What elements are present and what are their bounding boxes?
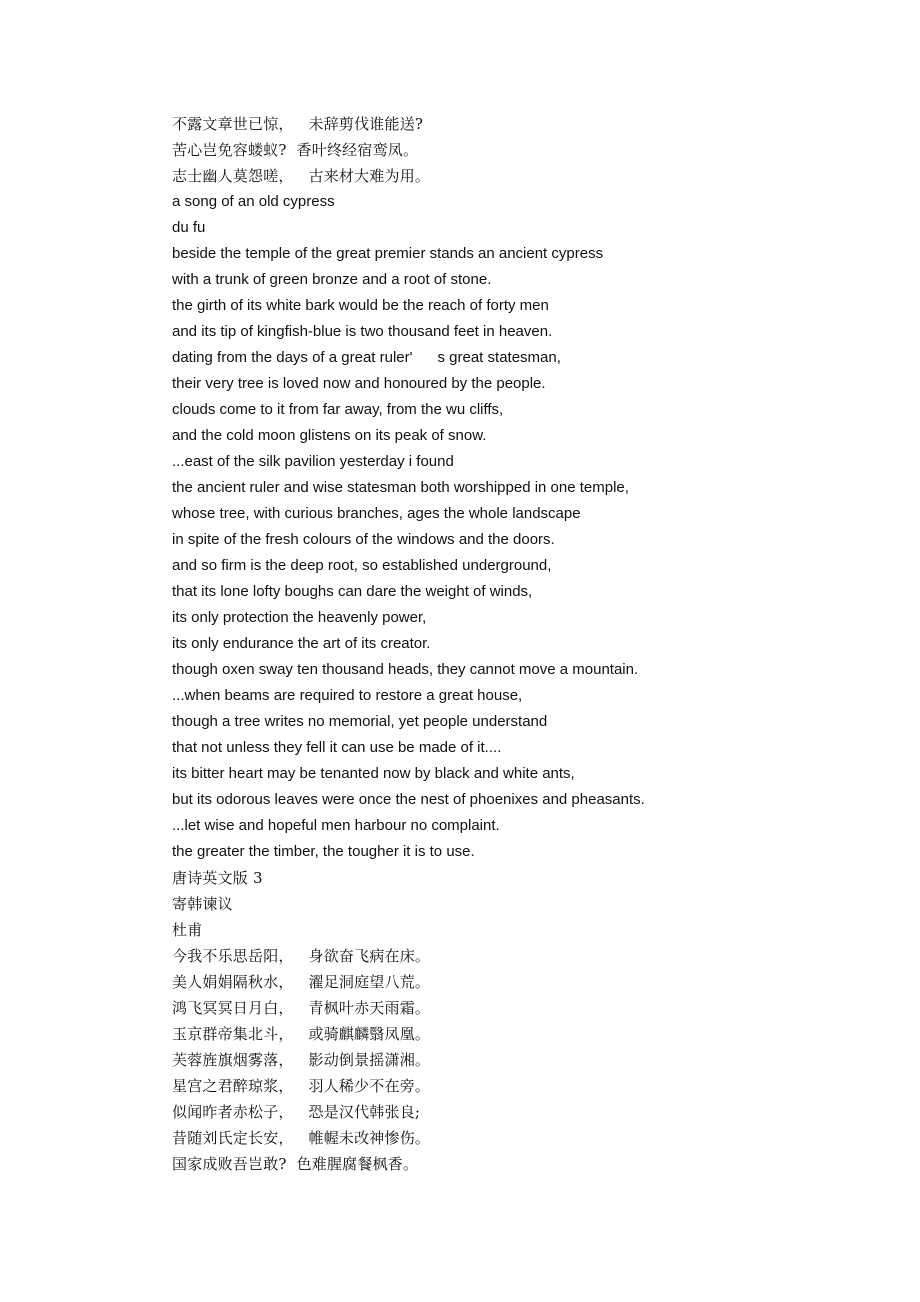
text-line: 昔随刘氏定长安， 帷幄未改神惨伤。 bbox=[172, 1129, 431, 1147]
text-line: 似闻昨者赤松子， 恐是汉代韩张良; bbox=[172, 1103, 421, 1121]
text-line: that not unless they fell it can use be made of it.... bbox=[172, 739, 502, 756]
text-line: but its odorous leaves were once the nest of phoenixes and pheasants. bbox=[172, 791, 645, 808]
text-line: 苦心岂免容蝼蚁? 香叶终经宿鸾凤。 bbox=[172, 141, 419, 159]
text-line: ...when beams are required to restore a great house, bbox=[172, 687, 523, 704]
text-line: whose tree, with curious branches, ages the whole landscape bbox=[172, 505, 581, 522]
text-line: though oxen sway ten thousand heads, they cannot move a mountain. bbox=[172, 661, 639, 678]
text-line: beside the temple of the great premier stands an ancient cypress bbox=[172, 245, 604, 262]
text-line: 不露文章世已惊， 未辞剪伐谁能送? bbox=[172, 115, 424, 133]
text-line: its only protection the heavenly power, bbox=[172, 609, 427, 626]
text-line: the greater the timber, the tougher it is to use. bbox=[172, 843, 475, 860]
text-line: dating from the days of a great ruler' s great statesman, bbox=[172, 349, 561, 366]
text-line: ...let wise and hopeful men harbour no complaint. bbox=[172, 817, 500, 834]
poem-text-block bbox=[172, 111, 872, 1177]
text-line: the girth of its white bark would be the reach of forty men bbox=[172, 297, 549, 314]
text-line: its only endurance the art of its creator. bbox=[172, 635, 431, 652]
text-line: 杜甫 bbox=[172, 921, 203, 939]
text-line: though a tree writes no memorial, yet people understand bbox=[172, 713, 548, 730]
text-line: 唐诗英文版 3 bbox=[172, 869, 263, 887]
text-line: and so firm is the deep root, so established underground, bbox=[172, 557, 552, 574]
text-line: the ancient ruler and wise statesman both worshipped in one temple, bbox=[172, 479, 629, 496]
text-line: with a trunk of green bronze and a root of stone. bbox=[172, 271, 492, 288]
text-line: and its tip of kingfish-blue is two thousand feet in heaven. bbox=[172, 323, 553, 340]
text-line: 美人娟娟隔秋水， 濯足洞庭望八荒。 bbox=[172, 973, 431, 991]
text-line: 志士幽人莫怨嗟， 古来材大难为用。 bbox=[172, 167, 431, 185]
text-line: in spite of the fresh colours of the windows and the doors. bbox=[172, 531, 555, 548]
text-line: ...east of the silk pavilion yesterday i found bbox=[172, 453, 454, 470]
text-line: a song of an old cypress bbox=[172, 193, 335, 210]
text-line: 芙蓉旌旗烟雾落， 影动倒景摇潇湘。 bbox=[172, 1051, 431, 1069]
text-line: clouds come to it from far away, from the wu cliffs, bbox=[172, 401, 504, 418]
text-line: 玉京群帝集北斗， 或骑麒麟翳凤凰。 bbox=[172, 1025, 431, 1043]
text-line: 国家成败吾岂敢? 色难腥腐餐枫香。 bbox=[172, 1155, 419, 1173]
text-line: 鸿飞冥冥日月白， 青枫叶赤天雨霜。 bbox=[172, 999, 431, 1017]
text-line: its bitter heart may be tenanted now by black and white ants, bbox=[172, 765, 575, 782]
text-line: that its lone lofty boughs can dare the weight of winds, bbox=[172, 583, 533, 600]
text-line: 星宫之君醉琼浆， 羽人稀少不在旁。 bbox=[172, 1077, 431, 1095]
text-line: du fu bbox=[172, 219, 206, 236]
text-line: and the cold moon glistens on its peak of snow. bbox=[172, 427, 487, 444]
text-line: 今我不乐思岳阳， 身欲奋飞病在床。 bbox=[172, 947, 431, 965]
text-line: their very tree is loved now and honoured by the people. bbox=[172, 375, 546, 392]
text-line: 寄韩谏议 bbox=[172, 895, 233, 913]
